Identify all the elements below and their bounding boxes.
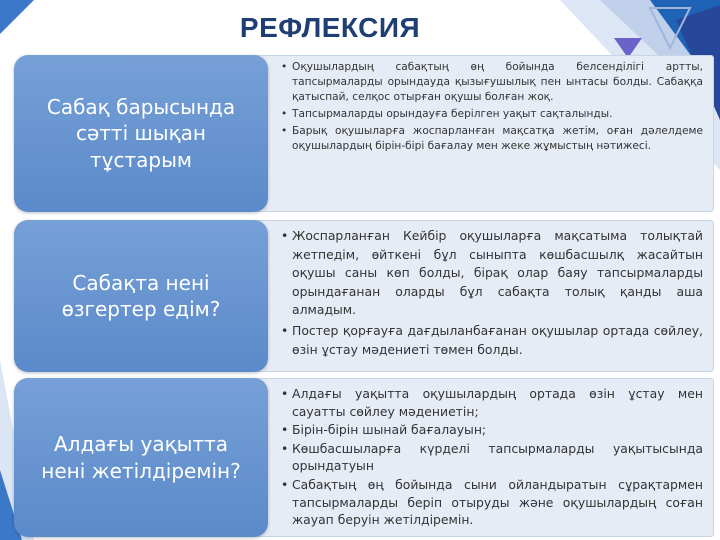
bullet-list [281,60,703,154]
bullet-panel [250,378,714,537]
bullet-item: • Тапсырмаларды орындауға берілген уақыт сақталынды. [281,107,703,122]
bullet-panel [250,220,714,372]
section-label: Сабақта нені өзгертер едім? [61,270,221,321]
bullet-item: • Оқушылардың сабақтың өң бойында белсенділігі артты, тапсырмаларды орындауда қызығушылық пен ынтасы болды. Сабаққа қатыспай, селқос отырған оқушы болған жоқ. [281,60,703,105]
section-label-box [14,220,268,372]
section-label: Алдағы уақытта нені жетілдіремін? [41,432,241,483]
bullet-item: • Көшбасшыларға күрделі тапсырмаларды уақытысында орындатуын [281,440,703,475]
reflection-row-successes [14,55,714,212]
slide-title: РЕФЛЕКСИЯ [239,12,421,43]
bullet-item: • Алдағы уақытта оқушылардың ортада өзін ұстау мен сауатты сөйлеу мәдениетін; [281,385,703,420]
bullet-item: • Бірін-бірін шынай бағалауын; [281,421,703,439]
section-label-box [14,55,268,212]
bullet-item: • Барық оқушыларға жоспарланған мақсатқа жетім, оған дәлелдеме оқушылардың бірін-бірі бағалау мен жеке жұмыстың нәтижесі. [281,124,703,154]
bullet-panel [250,55,714,212]
reflection-row-improvements [14,378,714,537]
reflection-row-changes [14,220,714,372]
bullet-list [281,227,703,359]
bullet-item: • Жоспарланған Кейбір оқушыларға мақсатыма толықтай жетпедім, өйткені бұл сыныпта көшбасшылқ жасайтын оқушы саны көп болды, бірақ олар баяу тапсырмаларды орындағанан оларды бұл сабақта толық қанды аша алмадым. [281,227,703,320]
bullet-list [281,385,703,529]
bullet-item: • Постер қорғауға дағдыланбағанан оқушылар ортада сөйлеу, өзін ұстау мәдениеті төмен болды. [281,322,703,359]
section-label: Сабақ барысында сәтті шықан тұстарым [46,94,236,172]
section-label-box [14,378,268,537]
bullet-item: • Сабақтың өң бойында сыни ойландыратын сұрақтармен тапсырмаларды беріп отыруды және оқушылардың соған жауап беруін жетілдіремін. [281,476,703,529]
